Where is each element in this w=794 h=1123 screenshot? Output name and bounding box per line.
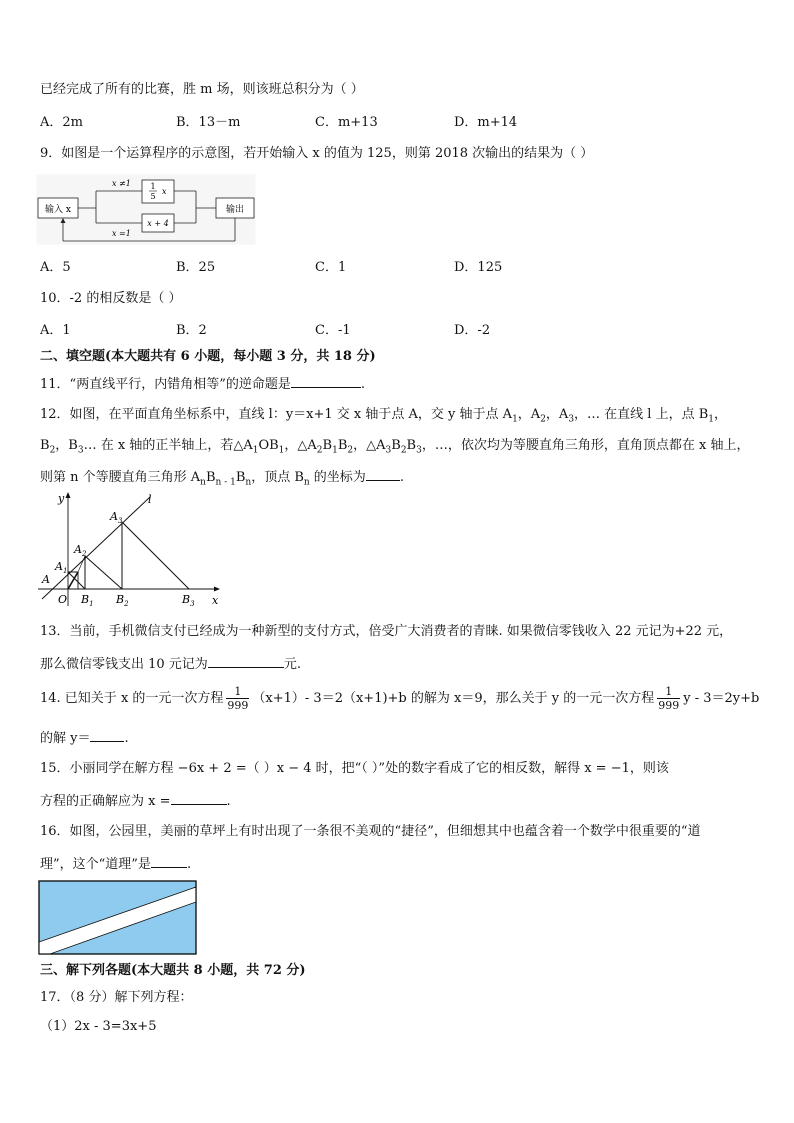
svg-text:y: y [58, 492, 65, 505]
section-2-heading: 二、填空题(本大题共有 6 小题，每小题 3 分，共 18 分) [40, 349, 376, 364]
svg-text:x + 4: x + 4 [147, 219, 169, 228]
q13-line-1: 13．当前，手机微信支付已经成为一种新型的支付方式，倍受广大消费者的青睐. 如果微信零钱收入 22 元记为+22 元， [40, 624, 733, 639]
q13-blank [208, 655, 284, 668]
svg-text:A2: $A_2$ [74, 543, 87, 558]
q9-stem: 9．如图是一个运算程序的示意图，若开始输入 x 的值为 125，则第 2018 次输出的结果为（ ） [40, 146, 594, 161]
q12-line-1: 12．如图，在平面直角坐标系中，直线 l：y＝x+1 交 x 轴于点 A，交 y 轴于点 $A_1$，$A_2$，$A_3$，… 在直线 l 上，点 $B_1$， [40, 407, 728, 425]
svg-text:A3: $A_3$ [110, 510, 123, 525]
svg-text:O: O [58, 593, 68, 606]
svg-text:1: 1 [150, 182, 156, 191]
q17-stem: 17．（8 分）解下列方程： [40, 990, 193, 1005]
q16-line-2: 理”，这个“道理”是 . [40, 857, 192, 872]
q9-flow-diagram [36, 174, 258, 246]
q8-option-c: C．m+13 [315, 115, 378, 130]
q10-option-d: D．-2 [454, 323, 491, 338]
svg-text:B1: $B_1$ [81, 593, 94, 608]
q15-blank [171, 792, 227, 805]
q14-line-2: 的解 y＝ . [40, 731, 129, 746]
q14-fraction-2: $\frac{1}{999}$ [658, 685, 680, 712]
q8-option-d: D．m+14 [454, 115, 518, 130]
svg-text:B3: $B_3$ [182, 593, 195, 608]
op-top-box [142, 180, 174, 203]
q12-blank [366, 468, 400, 481]
q9-option-d: D．125 [454, 260, 503, 275]
q12-line-2: $B_2$，$B_3\dots$ 在 x 轴的正半轴上，若$\triangle A_1OB_1$，$\triangle A_2B_1B_2$，$\triangle A_3B_2B_3$，…，依次均为等腰直角三角形，直角顶点都在 x 轴上， [40, 438, 750, 456]
cond-top: x ≠1 [112, 179, 131, 188]
q16-lawn-figure [38, 880, 198, 956]
svg-text:l: l [148, 493, 152, 506]
q9-option-b: B．25 [176, 260, 216, 275]
q10-option-c: C．-1 [315, 323, 351, 338]
q12-line-3: 则第 n 个等腰直角三角形 $A_nB_{n - 1}B_n$，顶点 $B_n$ 的坐标为 . [40, 470, 404, 488]
section-3-heading: 三、解下列各题(本大题共 8 小题，共 72 分) [40, 963, 306, 978]
q16-line-1: 16．如图，公园里，美丽的草坪上有时出现了一条很不美观的“捷径”，但细想其中也蕴含着一个数学中很重要的“道 [40, 824, 701, 839]
q16-blank [151, 855, 187, 868]
svg-text:A: A [42, 573, 50, 586]
svg-text:x: x [162, 187, 167, 196]
q8-stem [40, 81, 364, 99]
q13-line-2: 那么微信零钱支出 10 元记为 元. [40, 657, 301, 672]
q10-stem: 10．-2 的相反数是（ ） [40, 291, 182, 306]
q10-option-b: B．2 [176, 323, 207, 338]
output-label: 输出 [225, 205, 245, 215]
svg-text:5: 5 [150, 192, 156, 201]
q11: 11．“两直线平行，内错角相等”的逆命题是 . [40, 377, 365, 392]
q10-option-a: A．1 [40, 323, 71, 338]
cond-bottom: x =1 [112, 229, 131, 238]
q15-line-1: 15．小丽同学在解方程 −6x + 2 =（ ）x − 4 时，把“（ ）”处的数字看成了它的相反数，解得 x = −1，则该 [40, 761, 669, 776]
q17-sub-1: （1）2x - 3=3x+5 [40, 1019, 157, 1034]
input-label: 输入 x [45, 205, 71, 215]
svg-text:A1: $A_1$ [55, 560, 68, 575]
q14-blank [90, 729, 124, 742]
q11-blank [291, 375, 361, 388]
q9-option-a: A．5 [40, 260, 71, 275]
svg-text:B2: $B_2$ [116, 593, 129, 608]
q15-line-2: 方程的正确解应为 x = . [40, 794, 231, 809]
q8-text: 已经完成了所有的比赛，胜 m 场，则该班总积分为（ ） [40, 82, 364, 97]
q9-option-c: C．1 [315, 260, 347, 275]
q12-coordinate-figure [34, 490, 224, 610]
q8-option-a: A．2m [40, 115, 83, 130]
q14-line-1: 14. 已知关于 x 的一元一次方程 $\frac{1}{999}$ （x+1）- 3＝2（x+1)+b 的解为 x＝9，那么关于 y 的一元一次方程 $\frac{1}{999}$ y - 3＝2y+b [40, 685, 760, 712]
q14-fraction-1: $\frac{1}{999}$ [227, 685, 249, 712]
svg-text:x: x [212, 594, 219, 607]
q8-option-b: B．13－m [176, 115, 241, 130]
